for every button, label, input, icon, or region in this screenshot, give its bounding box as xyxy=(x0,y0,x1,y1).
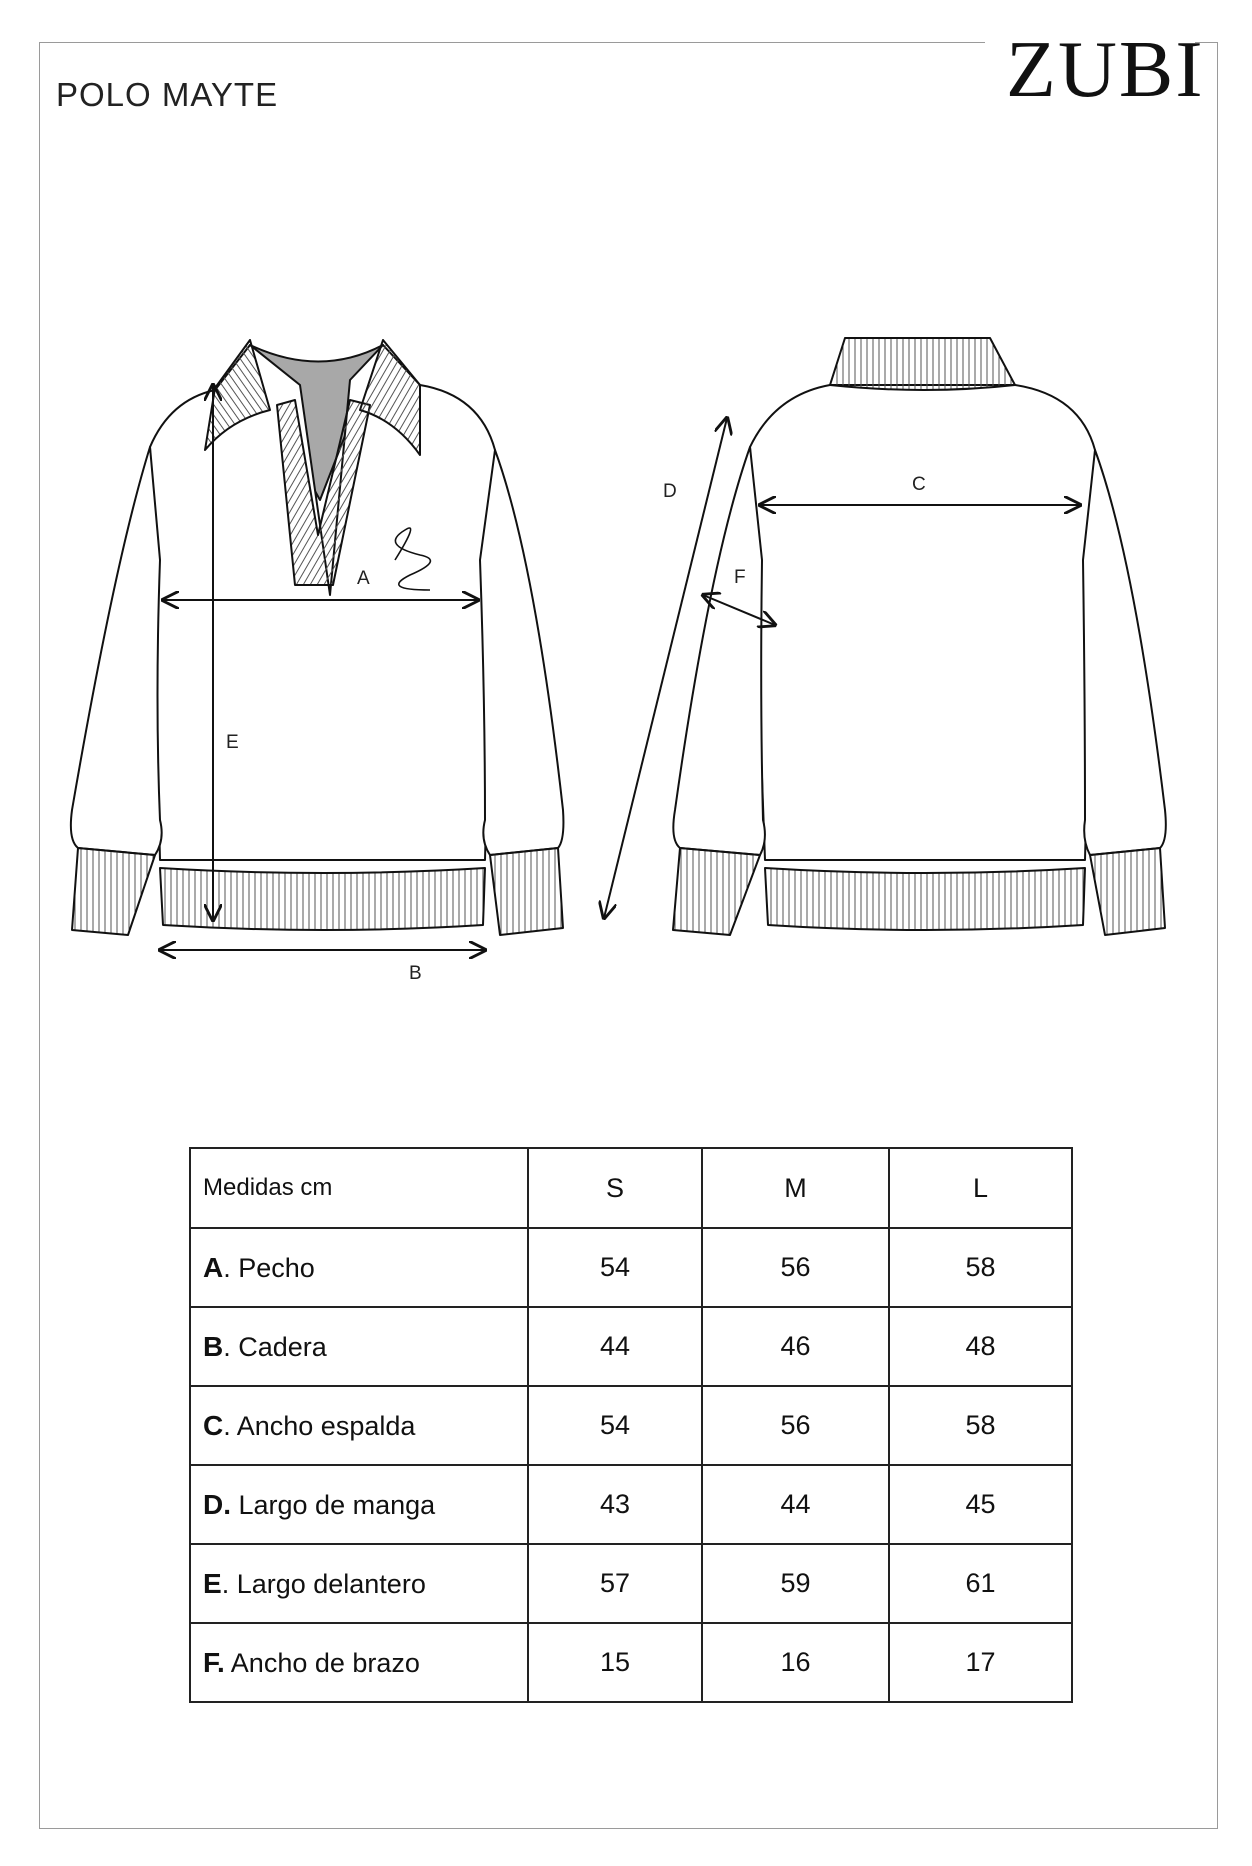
cell-value: 58 xyxy=(889,1386,1072,1465)
row-name: Ancho de brazo xyxy=(224,1647,420,1678)
front-right-cuff xyxy=(490,848,563,935)
row-name: . Ancho espalda xyxy=(223,1410,416,1441)
measure-label-a: A xyxy=(357,568,370,589)
front-left-sleeve xyxy=(71,447,162,855)
row-letter: A xyxy=(203,1251,224,1283)
measure-label-e: E xyxy=(226,732,239,753)
table-row xyxy=(190,1544,1072,1623)
cell-value: 48 xyxy=(889,1307,1072,1386)
table-header-row xyxy=(190,1148,1072,1228)
row-name: . Cadera xyxy=(223,1331,327,1362)
cell-value: 56 xyxy=(702,1228,889,1307)
row-label xyxy=(190,1386,528,1465)
front-view xyxy=(71,340,564,935)
row-label xyxy=(190,1623,528,1702)
back-left-cuff xyxy=(673,848,760,935)
cell-value: 54 xyxy=(528,1228,702,1307)
back-right-cuff xyxy=(1090,848,1165,935)
cell-value: 43 xyxy=(528,1465,702,1544)
front-right-sleeve xyxy=(480,450,563,855)
row-letter: B xyxy=(203,1330,224,1362)
cell-value: 16 xyxy=(702,1623,889,1702)
row-name: Largo de manga xyxy=(231,1489,436,1520)
row-label xyxy=(190,1307,528,1386)
row-letter: E xyxy=(203,1567,222,1599)
back-left-sleeve xyxy=(673,447,765,855)
cell-value: 17 xyxy=(889,1623,1072,1702)
product-title: POLO MAYTE xyxy=(56,76,279,113)
cell-value: 45 xyxy=(889,1465,1072,1544)
row-letter: D. xyxy=(203,1488,231,1520)
row-letter: C xyxy=(203,1409,224,1441)
brand-logo: ZUBI xyxy=(1006,26,1205,114)
row-label xyxy=(190,1228,528,1307)
back-right-sleeve xyxy=(1083,450,1166,855)
row-label xyxy=(190,1465,528,1544)
back-view xyxy=(673,338,1166,935)
size-table xyxy=(189,1147,1073,1703)
front-left-cuff xyxy=(72,848,155,935)
table-row xyxy=(190,1307,1072,1386)
measure-label-b: B xyxy=(409,963,422,984)
row-label xyxy=(190,1544,528,1623)
row-letter: F. xyxy=(203,1646,225,1678)
table-row xyxy=(190,1228,1072,1307)
cell-value: 56 xyxy=(702,1386,889,1465)
cell-value: 44 xyxy=(528,1307,702,1386)
size-header-s: S xyxy=(528,1148,702,1228)
table-corner-label: Medidas cm xyxy=(190,1148,528,1228)
table-row xyxy=(190,1623,1072,1702)
measure-label-f: F xyxy=(734,567,746,588)
row-name: . Pecho xyxy=(223,1252,315,1283)
cell-value: 59 xyxy=(702,1544,889,1623)
table-row xyxy=(190,1465,1072,1544)
cell-value: 15 xyxy=(528,1623,702,1702)
measure-label-d: D xyxy=(663,481,677,502)
measure-label-c: C xyxy=(912,474,926,495)
front-hem-band xyxy=(160,868,485,930)
cell-value: 54 xyxy=(528,1386,702,1465)
back-hem-band xyxy=(765,868,1085,930)
cell-value: 46 xyxy=(702,1307,889,1386)
table-row xyxy=(190,1386,1072,1465)
cell-value: 61 xyxy=(889,1544,1072,1623)
back-body xyxy=(750,385,1095,860)
row-name: . Largo delantero xyxy=(221,1568,426,1599)
cell-value: 57 xyxy=(528,1544,702,1623)
size-header-m: M xyxy=(702,1148,889,1228)
cell-value: 58 xyxy=(889,1228,1072,1307)
size-header-l: L xyxy=(889,1148,1072,1228)
cell-value: 44 xyxy=(702,1465,889,1544)
back-collar xyxy=(830,338,1015,390)
